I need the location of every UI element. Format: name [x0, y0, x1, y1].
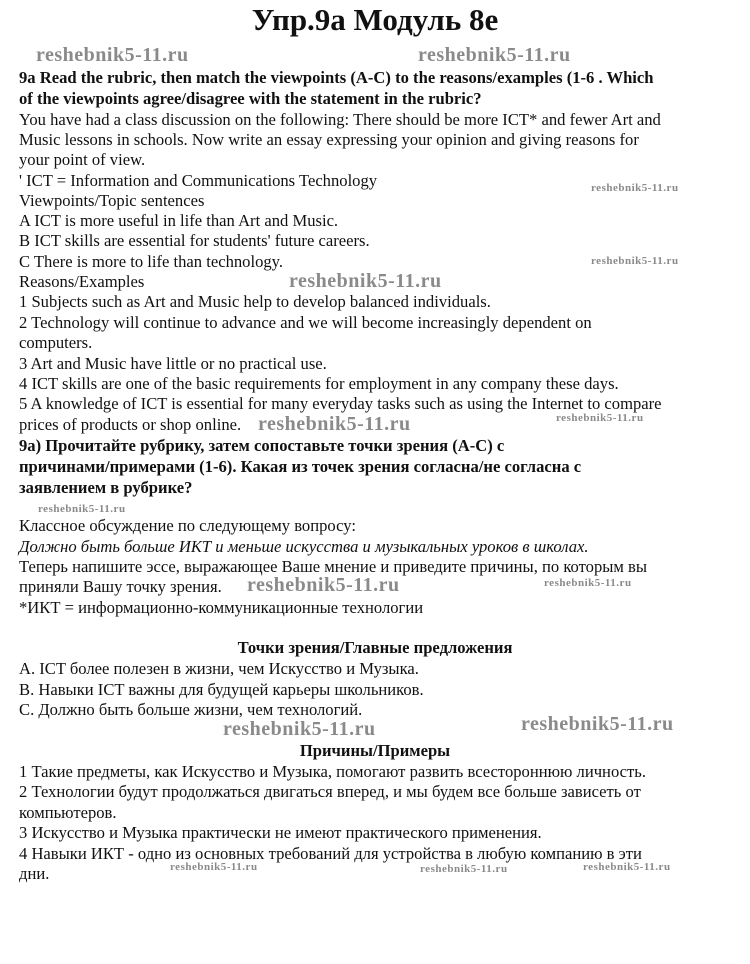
- ru-reason-2-cont: компьютеров.: [19, 803, 117, 822]
- reason-4: 4 ICT skills are one of the basic requirements for employment in any company these days.: [19, 374, 619, 393]
- watermark: reshebnik5-11.ru: [583, 861, 671, 873]
- watermark: reshebnik5-11.ru: [247, 574, 400, 596]
- watermark: reshebnik5-11.ru: [591, 255, 679, 267]
- viewpoint-c: C There is more to life than technology.: [19, 252, 284, 271]
- ru-rubric-italic: Должно быть больше ИКТ и меньше искусства и музыкальных уроков в школах.: [19, 537, 589, 556]
- reason-1: 1 Subjects such as Art and Music help to develop balanced individuals.: [19, 292, 491, 311]
- watermark: reshebnik5-11.ru: [223, 718, 376, 740]
- watermark: reshebnik5-11.ru: [420, 863, 508, 875]
- ru-reason-3: 3 Искусство и Музыка практически не имеют практического применения.: [19, 823, 542, 842]
- ru-reason-4-cont: дни.: [19, 864, 50, 883]
- rubric-line-1: You have had a class discussion on the following: There should be more ICT* and fewer Art and: [19, 110, 661, 129]
- reason-2: 2 Technology will continue to advance and we will become increasingly dependent on: [19, 313, 592, 332]
- reason-2-cont: computers.: [19, 333, 93, 352]
- ru-instruction-2: приняли Вашу точку зрения.: [19, 577, 222, 596]
- watermark: reshebnik5-11.ru: [289, 270, 442, 292]
- ru-viewpoints-heading: Точки зрения/Главные предложения: [237, 638, 513, 657]
- reasons-heading: Reasons/Examples: [19, 272, 145, 291]
- ru-footnote: *ИКТ = информационно-коммуникационные технологии: [19, 598, 424, 617]
- watermark: reshebnik5-11.ru: [36, 44, 189, 66]
- watermark: reshebnik5-11.ru: [556, 412, 644, 424]
- reason-3: 3 Art and Music have little or no practical use.: [19, 354, 327, 373]
- ru-task-line-1: 9а) Прочитайте рубрику, затем сопоставьте точки зрения (A-C) с: [19, 436, 505, 455]
- watermark: reshebnik5-11.ru: [170, 861, 258, 873]
- ru-task-line-2: причинами/примерами (1-6). Какая из точек зрения согласна/не согласна с: [19, 457, 582, 476]
- ru-intro: Классное обсуждение по следующему вопросу:: [19, 516, 356, 535]
- ict-footnote: ' ICT = Information and Communications Technology: [19, 171, 378, 190]
- ru-viewpoint-a: A. ICT более полезен в жизни, чем Искусство и Музыка.: [19, 659, 419, 678]
- reason-5-cont: prices of products or shop online.: [19, 415, 242, 434]
- viewpoints-heading: Viewpoints/Topic sentences: [19, 191, 205, 210]
- rubric-line-3: your point of view.: [19, 150, 146, 169]
- ru-task-line-3: заявлением в рубрике?: [19, 478, 193, 497]
- watermark: reshebnik5-11.ru: [521, 713, 674, 735]
- ru-viewpoint-c: C. Должно быть больше жизни, чем технологий.: [19, 700, 363, 719]
- viewpoint-a: A ICT is more useful in life than Art and Music.: [19, 211, 339, 230]
- ru-reasons-heading: Причины/Примеры: [299, 741, 451, 760]
- ru-reason-1: 1 Такие предметы, как Искусство и Музыка, помогают развить всестороннюю личность.: [19, 762, 646, 781]
- ru-viewpoint-b: B. Навыки ICT важны для будущей карьеры школьников.: [19, 680, 424, 699]
- watermark: reshebnik5-11.ru: [258, 413, 411, 435]
- task-line-2: of the viewpoints agree/disagree with the statement in the rubric?: [19, 89, 482, 108]
- ru-reason-2: 2 Технологии будут продолжаться двигаться вперед, и мы будем все больше зависеть от: [19, 782, 641, 801]
- ru-instruction-1: Теперь напишите эссе, выражающее Ваше мнение и приведите причины, по которым вы: [19, 557, 648, 576]
- rubric-line-2: Music lessons in schools. Now write an essay expressing your opinion and giving reasons for: [19, 130, 639, 149]
- ru-reason-4: 4 Навыки ИКТ - одно из основных требований для устройства в любую компанию в эти: [19, 844, 642, 863]
- watermark: reshebnik5-11.ru: [591, 182, 679, 194]
- task-line-1: 9a Read the rubric, then match the viewpoints (A-C) to the reasons/examples (1-6 . Which: [19, 68, 654, 87]
- viewpoint-b: B ICT skills are essential for students' future careers.: [19, 231, 370, 250]
- watermark: reshebnik5-11.ru: [38, 503, 126, 515]
- page-title: Упр.9а Модуль 8е: [251, 2, 499, 37]
- watermark: reshebnik5-11.ru: [418, 44, 571, 66]
- watermark: reshebnik5-11.ru: [544, 577, 632, 589]
- reason-5: 5 A knowledge of ICT is essential for many everyday tasks such as using the Internet to compare: [19, 394, 662, 413]
